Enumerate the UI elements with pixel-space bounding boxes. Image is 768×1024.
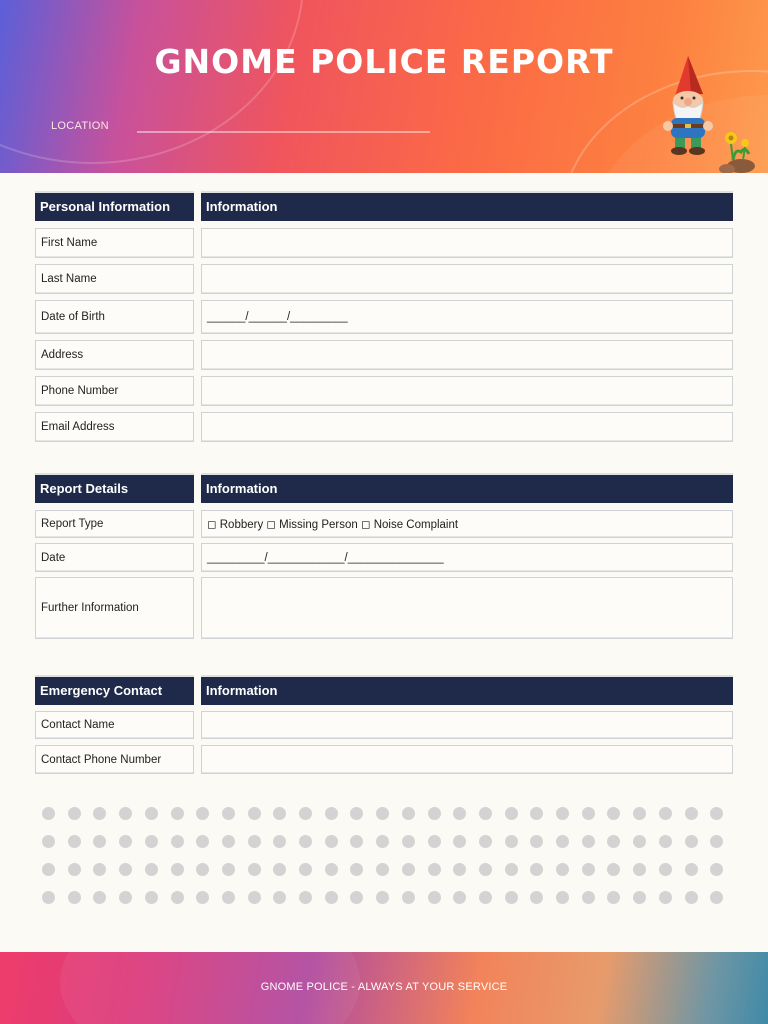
decorative-dot xyxy=(479,891,492,904)
decorative-dot xyxy=(42,807,55,820)
field-label-date: Date xyxy=(35,543,194,572)
decorative-dot xyxy=(248,807,261,820)
decorative-dot xyxy=(299,891,312,904)
column-heading: Information xyxy=(201,473,733,503)
decorative-dot xyxy=(248,863,261,876)
decorative-dot xyxy=(376,807,389,820)
first-name-field[interactable] xyxy=(201,228,733,258)
decorative-dot xyxy=(145,807,158,820)
decorative-dot xyxy=(325,863,338,876)
decorative-dot xyxy=(273,807,286,820)
decorative-dot xyxy=(685,863,698,876)
decorative-dot xyxy=(530,835,543,848)
further-information-field[interactable] xyxy=(201,577,733,639)
date-field[interactable]: _________/____________/_______________ xyxy=(201,543,733,572)
decorative-dot xyxy=(93,891,106,904)
decorative-dot xyxy=(556,835,569,848)
decorative-dot xyxy=(659,863,672,876)
decorative-dot xyxy=(350,863,363,876)
decorative-dot xyxy=(119,835,132,848)
decorative-dot xyxy=(222,863,235,876)
personal-information-section xyxy=(35,191,733,443)
decorative-dot xyxy=(530,863,543,876)
decorative-dot xyxy=(505,835,518,848)
decorative-dot xyxy=(222,807,235,820)
decorative-dot xyxy=(196,891,209,904)
decorative-dot xyxy=(325,891,338,904)
decorative-dot xyxy=(505,891,518,904)
decorative-dot xyxy=(119,891,132,904)
decorative-dot xyxy=(659,891,672,904)
decorative-dot xyxy=(350,807,363,820)
footer-banner xyxy=(0,952,768,1024)
decorative-dot xyxy=(145,891,158,904)
decorative-dot xyxy=(248,835,261,848)
decorative-dot xyxy=(479,807,492,820)
decorative-dot-grid xyxy=(40,805,730,910)
decorative-dot xyxy=(402,835,415,848)
decorative-dot xyxy=(659,807,672,820)
decorative-dot xyxy=(530,807,543,820)
decorative-dot xyxy=(248,891,261,904)
field-label-contact-phone-number: Contact Phone Number xyxy=(35,745,194,774)
decorative-dot xyxy=(607,891,620,904)
decorative-dot xyxy=(633,807,646,820)
decorative-dot xyxy=(453,863,466,876)
decorative-dot xyxy=(145,863,158,876)
decorative-dot xyxy=(505,863,518,876)
decorative-dot xyxy=(196,807,209,820)
decorative-dot xyxy=(325,835,338,848)
decorative-dot xyxy=(710,807,723,820)
decorative-dot xyxy=(68,863,81,876)
decorative-dot xyxy=(93,863,106,876)
decorative-dot xyxy=(119,807,132,820)
location-label: LOCATION xyxy=(51,120,109,132)
decorative-dot xyxy=(685,835,698,848)
gnome-illustration xyxy=(655,48,765,173)
decorative-dot xyxy=(350,891,363,904)
decorative-dot xyxy=(68,807,81,820)
decorative-dot xyxy=(479,863,492,876)
decorative-dot xyxy=(556,863,569,876)
decorative-dot xyxy=(171,835,184,848)
decorative-dot xyxy=(633,835,646,848)
decorative-dot xyxy=(93,835,106,848)
header-banner xyxy=(0,0,768,173)
decorative-dot xyxy=(556,807,569,820)
decorative-dot xyxy=(42,863,55,876)
decorative-dot xyxy=(68,835,81,848)
contact-phone-number-field[interactable] xyxy=(201,745,733,774)
field-label-first-name: First Name xyxy=(35,228,194,258)
decorative-dot xyxy=(171,807,184,820)
decorative-dot xyxy=(196,863,209,876)
decorative-dot xyxy=(685,891,698,904)
decorative-dot xyxy=(273,835,286,848)
column-heading: Information xyxy=(201,191,733,221)
report-details-section xyxy=(35,473,733,641)
decorative-dot xyxy=(479,835,492,848)
decorative-dot xyxy=(428,891,441,904)
location-field-line[interactable] xyxy=(137,131,430,133)
decorative-dot xyxy=(582,807,595,820)
decorative-dot xyxy=(145,835,158,848)
decorative-dot xyxy=(171,863,184,876)
decorative-dot xyxy=(710,863,723,876)
decorative-dot xyxy=(119,863,132,876)
decorative-dot xyxy=(530,891,543,904)
decorative-dot xyxy=(93,807,106,820)
table-header-row xyxy=(35,191,733,221)
page-title: GNOME POLICE REPORT xyxy=(154,42,614,81)
address-field[interactable] xyxy=(201,340,733,370)
section-heading: Personal Information xyxy=(35,191,194,221)
decorative-dot xyxy=(196,835,209,848)
decorative-dot xyxy=(453,835,466,848)
contact-name-field[interactable] xyxy=(201,711,733,739)
decorative-dot xyxy=(299,863,312,876)
decorative-dot xyxy=(685,807,698,820)
decorative-dot xyxy=(659,835,672,848)
decorative-dot xyxy=(42,835,55,848)
decorative-dot xyxy=(505,807,518,820)
emergency-contact-section xyxy=(35,675,733,775)
table-header-row xyxy=(35,675,733,705)
decorative-dot xyxy=(171,891,184,904)
decorative-dot xyxy=(633,891,646,904)
decorative-dot xyxy=(376,835,389,848)
decorative-dot xyxy=(710,835,723,848)
decorative-dot xyxy=(428,835,441,848)
decorative-dot xyxy=(222,891,235,904)
field-label-report-type: Report Type xyxy=(35,510,194,538)
decorative-dot xyxy=(582,863,595,876)
decorative-dot xyxy=(582,835,595,848)
decorative-dot xyxy=(453,891,466,904)
decorative-dot xyxy=(428,863,441,876)
date-of-birth-field[interactable]: ______/______/_________ xyxy=(201,300,733,334)
decorative-dot xyxy=(402,863,415,876)
decorative-dot xyxy=(299,807,312,820)
email-address-field[interactable] xyxy=(201,412,733,442)
field-label-phone-number: Phone Number xyxy=(35,376,194,406)
section-heading: Emergency Contact xyxy=(35,675,194,705)
phone-number-field[interactable] xyxy=(201,376,733,406)
decorative-dot xyxy=(607,863,620,876)
decorative-dot xyxy=(376,891,389,904)
decorative-dot xyxy=(607,835,620,848)
report-type-options[interactable]: ◻ Robbery ◻ Missing Person ◻ Noise Complaint xyxy=(201,510,733,538)
decorative-dot xyxy=(556,891,569,904)
field-label-date-of-birth: Date of Birth xyxy=(35,300,194,334)
decorative-dot xyxy=(402,891,415,904)
decorative-dot xyxy=(325,807,338,820)
decorative-dot xyxy=(376,863,389,876)
decorative-dot xyxy=(402,807,415,820)
decorative-dot xyxy=(350,835,363,848)
field-label-further-information: Further Information xyxy=(35,577,194,639)
decorative-dot xyxy=(273,863,286,876)
field-label-last-name: Last Name xyxy=(35,264,194,294)
table-header-row xyxy=(35,473,733,503)
decorative-dot xyxy=(453,807,466,820)
decorative-dot xyxy=(633,863,646,876)
decorative-dot xyxy=(428,807,441,820)
field-label-email-address: Email Address xyxy=(35,412,194,442)
footer-slogan: GNOME POLICE - ALWAYS AT YOUR SERVICE xyxy=(260,981,508,993)
decorative-dot xyxy=(710,891,723,904)
column-heading: Information xyxy=(201,675,733,705)
decorative-dot xyxy=(42,891,55,904)
decorative-dot xyxy=(68,891,81,904)
field-label-address: Address xyxy=(35,340,194,370)
decorative-dot xyxy=(582,891,595,904)
decorative-dot xyxy=(299,835,312,848)
decorative-dot xyxy=(607,807,620,820)
decorative-dot xyxy=(222,835,235,848)
field-label-contact-name: Contact Name xyxy=(35,711,194,739)
decorative-arc xyxy=(0,0,304,164)
section-heading: Report Details xyxy=(35,473,194,503)
decorative-dot xyxy=(273,891,286,904)
last-name-field[interactable] xyxy=(201,264,733,294)
